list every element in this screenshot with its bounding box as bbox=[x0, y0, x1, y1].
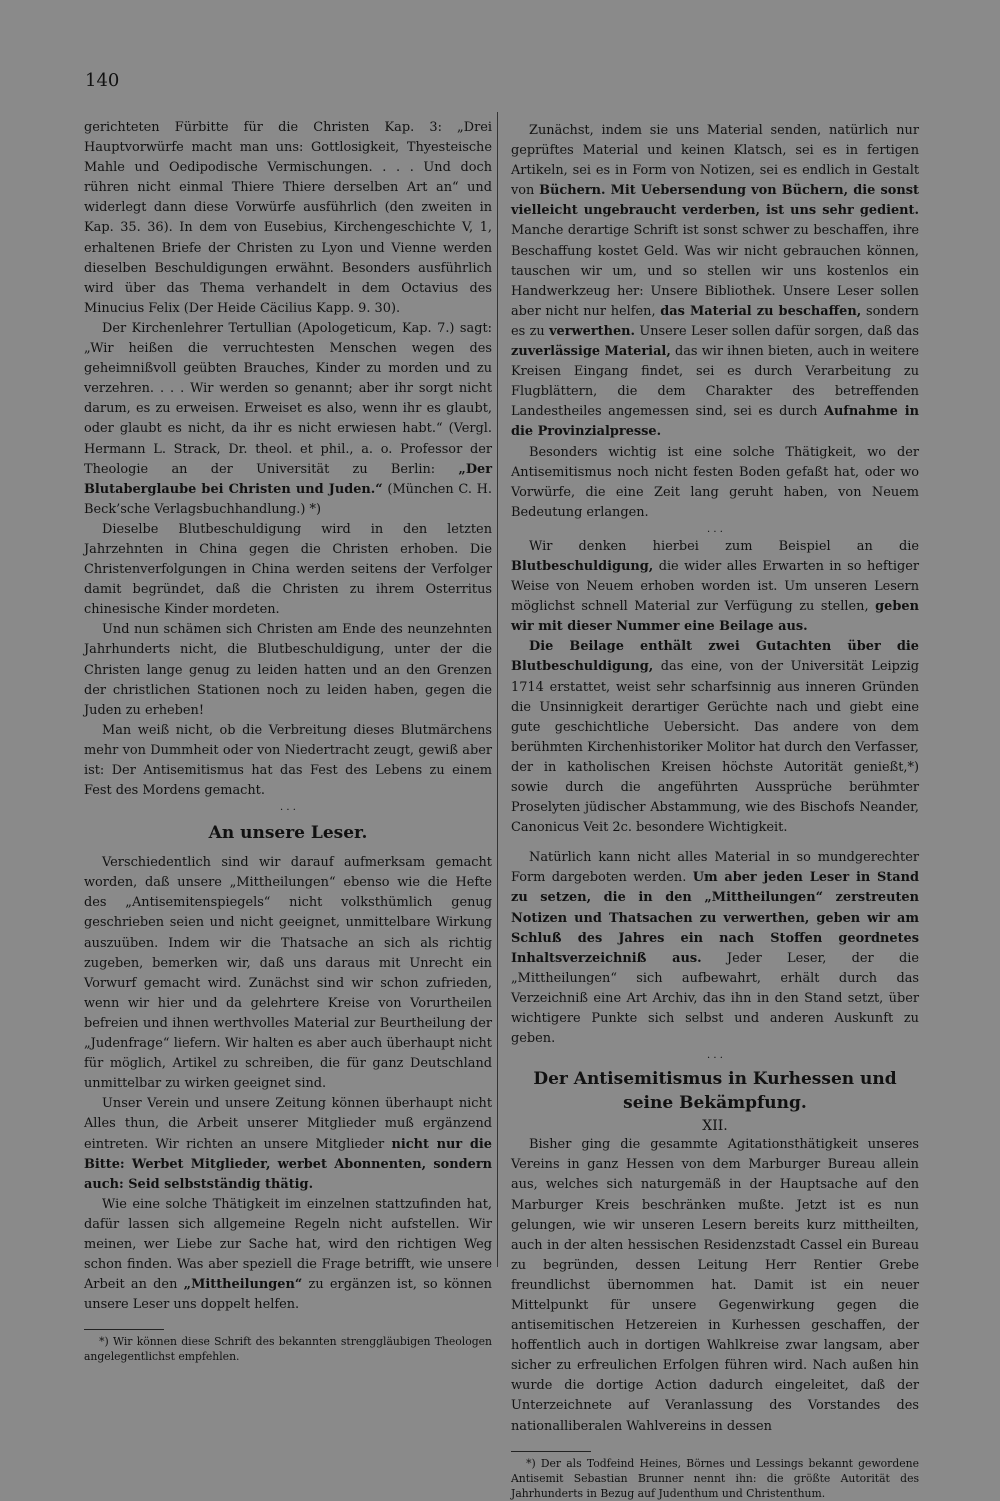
page-number: 140 bbox=[85, 70, 120, 91]
paragraph: Und nun schämen sich Christen am Ende des neunzehnten Jahrhunderts nicht, die Blutbeschuldigung, unter der die Christen lange genug zu leiden hatten und an den Grenzen der christlichen Stationen noch zu leiden haben, gegen die Juden zu erheben! bbox=[84, 622, 492, 718]
paragraph: Man weiß nicht, ob die Verbreitung dieses Blutmärchens mehr von Dummheit oder von Niedertracht zeugt, gewiß aber ist: Der Antisemitismus hat das Fest des Lebens zu einem Fest des Mordens gemacht. bbox=[84, 722, 492, 799]
paragraph: Unser Verein und unsere Zeitung können überhaupt nicht Alles thun, die Arbeit unserer Mitglieder muß ergänzend eintreten. Wir richten an unsere Mitglieder nicht nur die Bitte: Werbet Mitglieder, werbet Abonnenten, sondern auch: Seid selbstständig thätig. bbox=[84, 1096, 492, 1192]
part-number: XII. bbox=[702, 1118, 728, 1135]
paragraph: Besonders wichtig ist eine solche Thätigkeit, wo der Antisemitismus noch nicht festen Boden gefaßt hat, oder wo Vorwürfe, die eine Zeit lang geruht haben, von Neuem Bedeutung erlangen. bbox=[511, 444, 919, 520]
paragraph: Verschiedentlich sind wir darauf aufmerksam gemacht worden, daß unsere „Mittheilungen“ ebenso wie die Hefte des „Antisemitenspiegels“ nicht volksthümlich genug geschrieben seien und nicht geeignet, unmittelbare Wirkung auszuüben. Indem wir die Thatsache an sich als richtig zugeben, bemerken wir, daß uns daraus mit Unrecht ein Vorwurf gemacht wird. Zunächst sind wir schon zufrieden, wenn wir hier und da gelehrtere Kreise von Vorurtheilen befreien und ihnen werthvolles Material zur Beurtheilung der „Judenfrage“ liefern. Wir halten es aber auch überhaupt nicht für möglich, Artikel zu schreiben, die für ganz Deutschland unmittelbar zu wirken geeignet sind. bbox=[84, 855, 492, 1092]
column-divider bbox=[497, 112, 498, 1267]
paragraph: Wir denken hierbei zum Beispiel an die Blutbeschuldigung, die wider alles Erwarten in so heftiger Weise von Neuem erhoben worden ist. Um unseren Lesern möglichst schnell Material zur Verfügung zu stellen, geben wir mit dieser Nummer eine Beilage aus. bbox=[511, 538, 919, 635]
paragraph: Der Kirchenlehrer Tertullian (Apologeticum, Kap. 7.) sagt: „Wir heißen die verruchtesten Menschen wegen des geheimnißvoll geübten Brauches, Kinder zu morden und zu verzehren. . . . Wir werden so genannt; aber ihr sorgt nicht darum, es zu erweisen. Erweiset es also, wenn ihr es glaubt, oder glaubt es nicht, da ihr es nicht erwiesen habt.“ (Vergl. Hermann L. Strack, Dr. theol. et phil., a. o. Professor der Theologie an der Universität zu Berlin: „Der Blutaberglaube bei Christen und Juden.“ (München C. H. Beck’sche Verlagsbuchhandlung.) *) bbox=[84, 320, 492, 517]
footnote: *) Wir können diese Schrift des bekannten strenggläubigen Theologen angelegentlichst empfehlen. bbox=[84, 1335, 492, 1364]
section-separator: · · · bbox=[707, 1053, 723, 1065]
right-column bbox=[511, 121, 919, 1501]
paragraph: Die Beilage enthält zwei Gutachten über die Blutbeschuldigung, das eine, von der Universität Leipzig 1714 erstattet, weist sehr scharfsinnig aus inneren Gründen die Unsinnigkeit derartiger Gerüchte nach und giebt eine gute geschichtliche Uebersicht. Das andere von dem berühmten Kirchenhistoriker Molitor hat durch den Verfasser, der in katholischen Kreisen höchste Autorität genießt,*) sowie durch die angeführten Aussprüche berühmter Proselyten jüdischer Abstammung, wie des Bischofs Neander, Canonicus Veit 2c. besondere Wichtigkeit. bbox=[511, 639, 919, 836]
paragraph: Zunächst, indem sie uns Material senden, natürlich nur geprüftes Material und keinen Klatsch, sei es in fertigen Artikeln, sei es in Form von Notizen, sei es endlich in Gestalt von Büchern. Mit Uebersendung von Büchern, die sonst vielleicht ungebraucht verderben, ist uns sehr gedient. Manche derartige Schrift ist sonst schwer zu beschaffen, ihre Beschaffung kostet Geld. Was wir nicht gebrauchen können, tauschen wir um, und so stellen wir uns kostenlos ein Handwerkzeug her: Unsere Bibliothek. Unsere Leser sollen aber nicht nur helfen, das Material zu beschaffen, sondern es zu verwerthen. Unsere Leser sollen dafür sorgen, daß das zuverlässige Material, das wir ihnen bieten, auch in weitere Kreisen Eingang findet, sei es durch Verarbeitung zu Flugblättern, die dem Charakter des betreffenden Landestheiles angemessen sind, sei es durch Aufnahme in die Provinzialpresse. bbox=[511, 123, 919, 440]
paragraph: gerichteten Fürbitte für die Christen Kap. 3: „Drei Hauptvorwürfe macht man uns: Gottlosigkeit, Thyesteische Mahle und Oedipodische Vermischungen. . . . Und doch rühren nicht einmal Thiere Thiere derselben Art an“ und widerlegt dann diese Vorwürfe ausführlich (den zweiten in Kap. 35. 36). In dem von Eusebius, Kirchengeschichte V, 1, erhaltenen Briefe der Christen zu Lyon und Vienne werden dieselben Beschuldigungen erwähnt. Besonders ausführlich wird über das Thema verhandelt in dem Octavius des Minucius Felix (Der Heide Cäcilius Kapp. 9. 30). bbox=[84, 120, 492, 316]
section-separator: · · · bbox=[280, 805, 296, 817]
paragraph: Bisher ging die gesammte Agitationsthätigkeit unseres Vereins in ganz Hessen von dem Marburger Bureau allein aus, welches sich naturgemäß in der Hauptsache auf den Marburger Kreis beschränken mußte. Jetzt ist es nun gelungen, wie wir unseren Lesern bereits kurz mittheilten, auch in der alten hessischen Residenzstadt Cassel ein Bureau zu begründen, dessen Leitung Herr Rentier Grebe freundlichst übernommen hat. Damit ist ein neuer Mittelpunkt für unsere Gegenwirkung gegen die antisemitischen Hetzereien in Kurhessen geschaffen, der hoffentlich auch in dortigen Wahlkreise zwar langsam, aber sicher zu erfreulichen Erfolgen führen wird. Nach außen hin wurde die dortige Action dadurch eingeleitet, daß der Unterzeichnete auf Veranlassung des Vorstandes des nationalliberalen Wahlvereins in dessen bbox=[511, 1137, 919, 1434]
paragraph: Dieselbe Blutbeschuldigung wird in den letzten Jahrzehnten in China gegen die Christen erhoben. Die Christenverfolgungen in China werden seitens der Verfolger damit begründet, daß die Christen zu ihrem Osterritus chinesische Kinder mordeten. bbox=[84, 521, 492, 618]
section-heading: Der Antisemitismus in Kurhessen und seine Bekämpfung. bbox=[533, 1069, 897, 1114]
paragraph: Wie eine solche Thätigkeit im einzelnen stattzufinden hat, dafür lassen sich allgemeine Regeln nicht aufstellen. Wir meinen, wer Liebe zur Sache hat, wird den richtigen Weg schon finden. Was aber speziell die Frage betrifft, wie unsere Arbeit an den „Mittheilungen“ zu ergänzen ist, so können unsere Leser uns doppelt helfen. bbox=[84, 1196, 492, 1313]
footnote: *) Der als Todfeind Heines, Börnes und Lessings bekannt gewordene Antisemit Sebastian Brunner nennt ihn: die größte Autorität des Jahrhunderts in Bezug auf Judenthum und Christenthum. bbox=[511, 1456, 919, 1500]
left-column bbox=[84, 118, 492, 1364]
footnote-rule bbox=[84, 1329, 164, 1330]
section-separator: · · · bbox=[707, 526, 723, 538]
paragraph: Natürlich kann nicht alles Material in so mundgerechter Form dargeboten werden. Um aber jeden Leser in Stand zu setzen, die in den „Mittheilungen“ zerstreuten Notizen und Thatsachen zu verwerthen, geben wir am Schluß des Jahres ein nach Stoffen geordnetes Inhaltsverzeichniß aus. Jeder Leser, der die „Mittheilungen“ sich aufbewahrt, erhält durch das Verzeichniß eine Art Archiv, das ihn in den Stand setzt, über wichtigere Punkte sich selbst und anderen Auskunft zu geben. bbox=[511, 850, 919, 1047]
section-heading: An unsere Leser. bbox=[208, 823, 368, 844]
footnote-rule bbox=[511, 1451, 591, 1452]
